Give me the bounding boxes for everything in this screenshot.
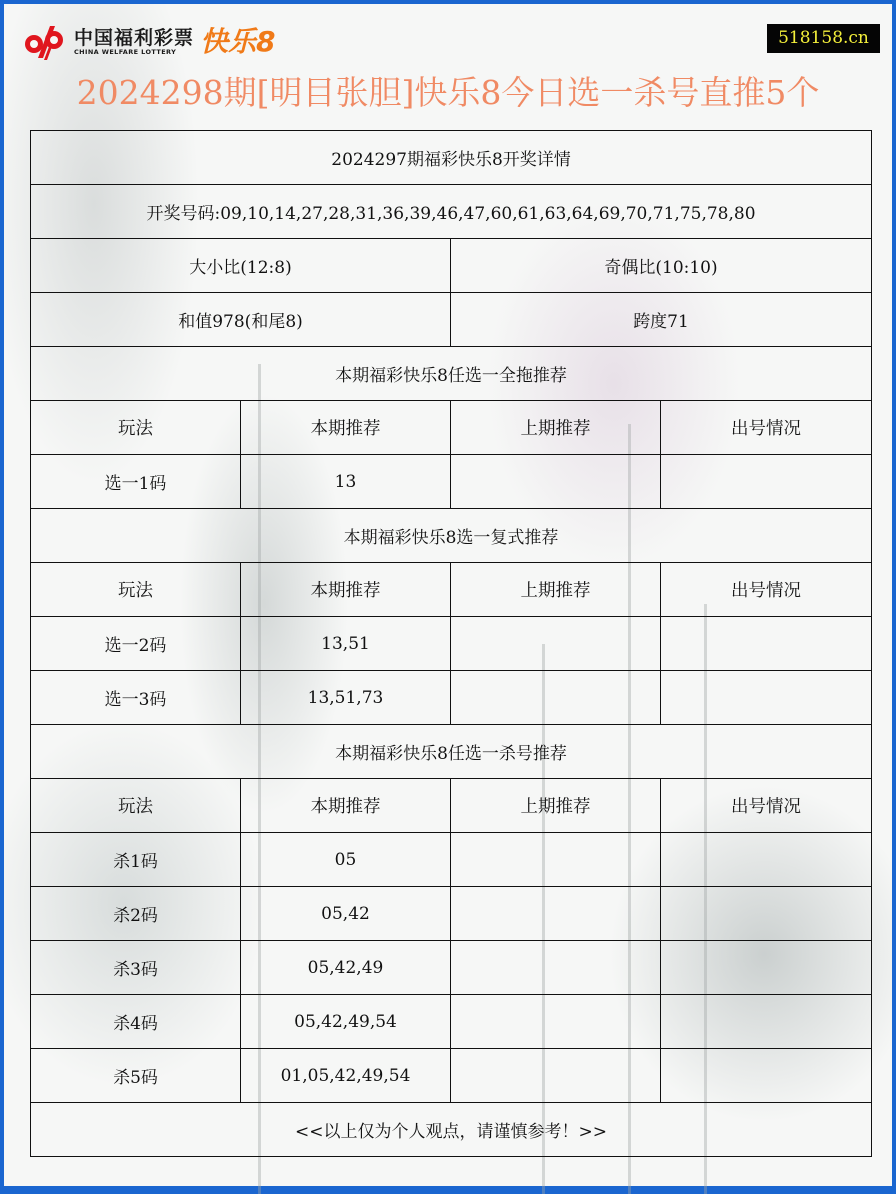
lottery-table [30,130,872,1157]
table-row [31,887,872,941]
result-cell [661,617,872,671]
result-cell [661,671,872,725]
span-value: 跨度71 [451,293,872,347]
column-header-row [31,779,872,833]
section-title: 本期福彩快乐8任选一杀号推荐 [31,725,872,779]
previous-cell [451,1049,661,1103]
previous-cell [451,887,661,941]
previous-cell [451,995,661,1049]
play-cell: 杀2码 [31,887,241,941]
col-header-current: 本期推荐 [241,401,451,455]
table-row [31,941,872,995]
logo-game-name: 快乐8 [200,25,276,58]
current-cell: 13 [241,455,451,509]
previous-cell [451,455,661,509]
play-cell: 选一3码 [31,671,241,725]
section-title-row [31,725,872,779]
current-cell: 05,42 [241,887,451,941]
result-cell [661,941,872,995]
result-cell [661,455,872,509]
table-row [31,455,872,509]
draw-title-row [31,131,872,185]
footer-row [31,1103,872,1157]
disclaimer: <<以上仅为个人观点，请谨慎参考！>> [31,1103,872,1157]
col-header-previous: 上期推荐 [451,563,661,617]
current-cell: 01,05,42,49,54 [241,1049,451,1103]
logo-text [74,28,194,57]
current-cell: 05,42,49 [241,941,451,995]
current-cell: 13,51,73 [241,671,451,725]
table-row [31,995,872,1049]
col-header-result: 出号情况 [661,563,872,617]
col-header-previous: 上期推荐 [451,779,661,833]
current-cell: 05,42,49,54 [241,995,451,1049]
logo-en-name: CHINA WELFARE LOTTERY [74,47,177,56]
col-header-play: 玩法 [31,401,241,455]
section-title-row [31,509,872,563]
table-row [31,833,872,887]
play-cell: 杀3码 [31,941,241,995]
table-row [31,671,872,725]
section-title: 本期福彩快乐8选一复式推荐 [31,509,872,563]
col-header-previous: 上期推荐 [451,401,661,455]
previous-cell [451,941,661,995]
column-header-row [31,401,872,455]
table-row [31,617,872,671]
play-cell: 杀4码 [31,995,241,1049]
result-cell [661,887,872,941]
current-cell: 05 [241,833,451,887]
col-header-current: 本期推荐 [241,779,451,833]
section-title: 本期福彩快乐8任选一全拖推荐 [31,347,872,401]
page-title: 2024298期[明目张胆]快乐8今日选一杀号直推5个 [76,73,820,112]
current-cell: 13,51 [241,617,451,671]
col-header-play: 玩法 [31,563,241,617]
lottery-logo [22,22,276,62]
draw-numbers: 开奖号码:09,10,14,27,28,31,36,39,46,47,60,61,63,64,69,70,71,75,78,80 [31,185,872,239]
result-cell [661,995,872,1049]
previous-cell [451,671,661,725]
page-frame [4,4,892,1186]
col-header-result: 出号情况 [661,401,872,455]
site-badge: 518158.cn [767,24,880,53]
previous-cell [451,833,661,887]
draw-sum-row [31,293,872,347]
result-cell [661,1049,872,1103]
play-cell: 选一1码 [31,455,241,509]
play-cell: 杀5码 [31,1049,241,1103]
table-row [31,1049,872,1103]
big-small-ratio: 大小比(12:8) [31,239,451,293]
sum-value: 和值978(和尾8) [31,293,451,347]
odd-even-ratio: 奇偶比(10:10) [451,239,872,293]
draw-title: 2024297期福彩快乐8开奖详情 [31,131,872,185]
play-cell: 选一2码 [31,617,241,671]
logo-cn-name: 中国福利彩票 [74,26,195,49]
draw-numbers-row [31,185,872,239]
play-cell: 杀1码 [31,833,241,887]
draw-ratio-row [31,239,872,293]
column-header-row [31,563,872,617]
col-header-play: 玩法 [31,779,241,833]
col-header-current: 本期推荐 [241,563,451,617]
previous-cell [451,617,661,671]
welfare-lottery-logo-icon [22,22,68,62]
result-cell [661,833,872,887]
col-header-result: 出号情况 [661,779,872,833]
section-title-row [31,347,872,401]
